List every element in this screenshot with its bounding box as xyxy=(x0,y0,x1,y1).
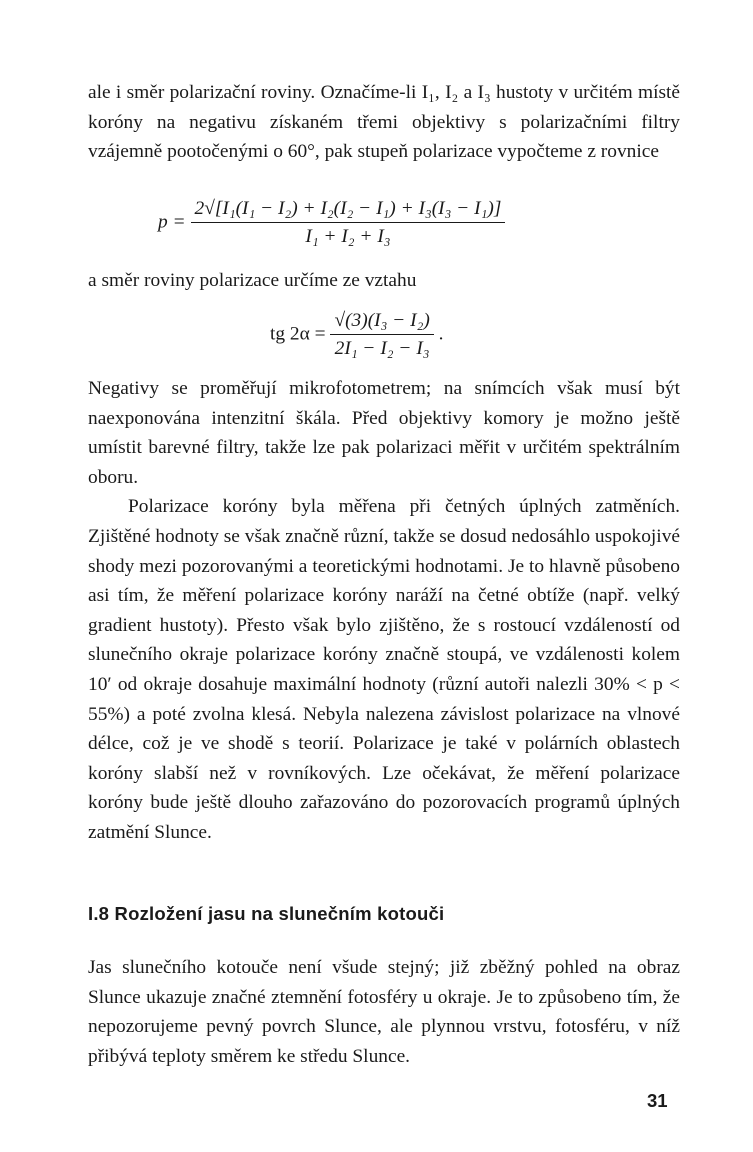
paragraph-intro-text: ale i směr polarizační roviny. Označíme-li I₁, I₂ a I₃ hustoty v určitém místě koróny na negativu získaném třemi objektivy s polarizačními filtry vzájemně pootočenými o 60°, pak stupeň polarizace vypočteme z rovnice xyxy=(88,82,680,163)
paragraph-brightness xyxy=(88,953,680,1071)
paragraph-body xyxy=(88,374,680,848)
equation2-period: . xyxy=(438,323,444,345)
paragraph-corona-polarization: Polarizace koróny byla měřena při četných úplných zatměních. Zjištěné hodnoty se však značně různí, takže se dosud nedosáhlo uspokojivé shody mezi pozorovanými a teoretickými hodnotami. Je to hlavně působeno asi tím, že měření polarizace koróny naráží na četné obtíže (např. velký gradient hustoty). Přesto však bylo zjištěno, že s rostoucí vzdáleností od slunečního okraje polarizace koróny značně stoupá, ve vzdálenosti kolem 10′ od okraje dosahuje maximální hodnoty (různí autoři nalezli 30% < p < 55%) a poté zvolna klesá. Nebyla nalezena závislost polarizace na vlnové délce, což je ve shodě s teorií. Polarizace je také v polárních oblastech koróny slabší než v rovníkových. Lze očekávat, že měření polarizace koróny bude ještě dlouho zařazováno do pozorovacích programů úplných zatmění Slunce. xyxy=(88,496,680,843)
paragraph-brightness-text: Jas slunečního kotouče není všude stejný; již zběžný pohled na obraz Slunce ukazuje značné ztemnění fotosféry u okraje. Je to způsobeno tím, že nepozorujeme pevný povrch Slunce, ale plynnou vrstvu, fotosféru, v níž přibývá teploty směrem ke středu Slunce. xyxy=(88,957,680,1067)
equation1-denominator: I₁ + I₂ + I₃ xyxy=(305,226,391,247)
equation-polarization-angle xyxy=(270,310,444,360)
paragraph-plane-intro xyxy=(88,266,680,296)
section-heading: I.8 Rozložení jasu na slunečním kotouči xyxy=(88,903,445,924)
paragraph-negatives: Negativy se proměřují mikrofotometrem; na snímcích však musí být naexponována intenzitní škála. Před objektivy komory je možno ještě umístit barevné filtry, takže lze pak polarizaci měřit v určitém spektrálním oboru. xyxy=(88,378,680,488)
paragraph-intro xyxy=(88,78,680,167)
equation1-numerator: 2√[I₁(I₁ − I₂) + I₂(I₂ − I₁) + I₃(I₃ − I₁)] xyxy=(191,198,506,223)
equation1-fraction xyxy=(191,198,506,248)
paragraph-plane-intro-text: a směr roviny polarizace určíme ze vztahu xyxy=(88,270,417,291)
equation2-denominator: 2I₁ − I₂ − I₃ xyxy=(334,338,430,359)
page-number: 31 xyxy=(647,1090,668,1111)
equation2-lhs: tg 2α = xyxy=(270,323,326,345)
equation2-numerator: √(3)(I₃ − I₂) xyxy=(330,310,433,335)
equation2-fraction xyxy=(330,310,433,360)
equation-polarization-degree xyxy=(158,198,505,248)
equation1-lhs: p = xyxy=(158,211,186,233)
